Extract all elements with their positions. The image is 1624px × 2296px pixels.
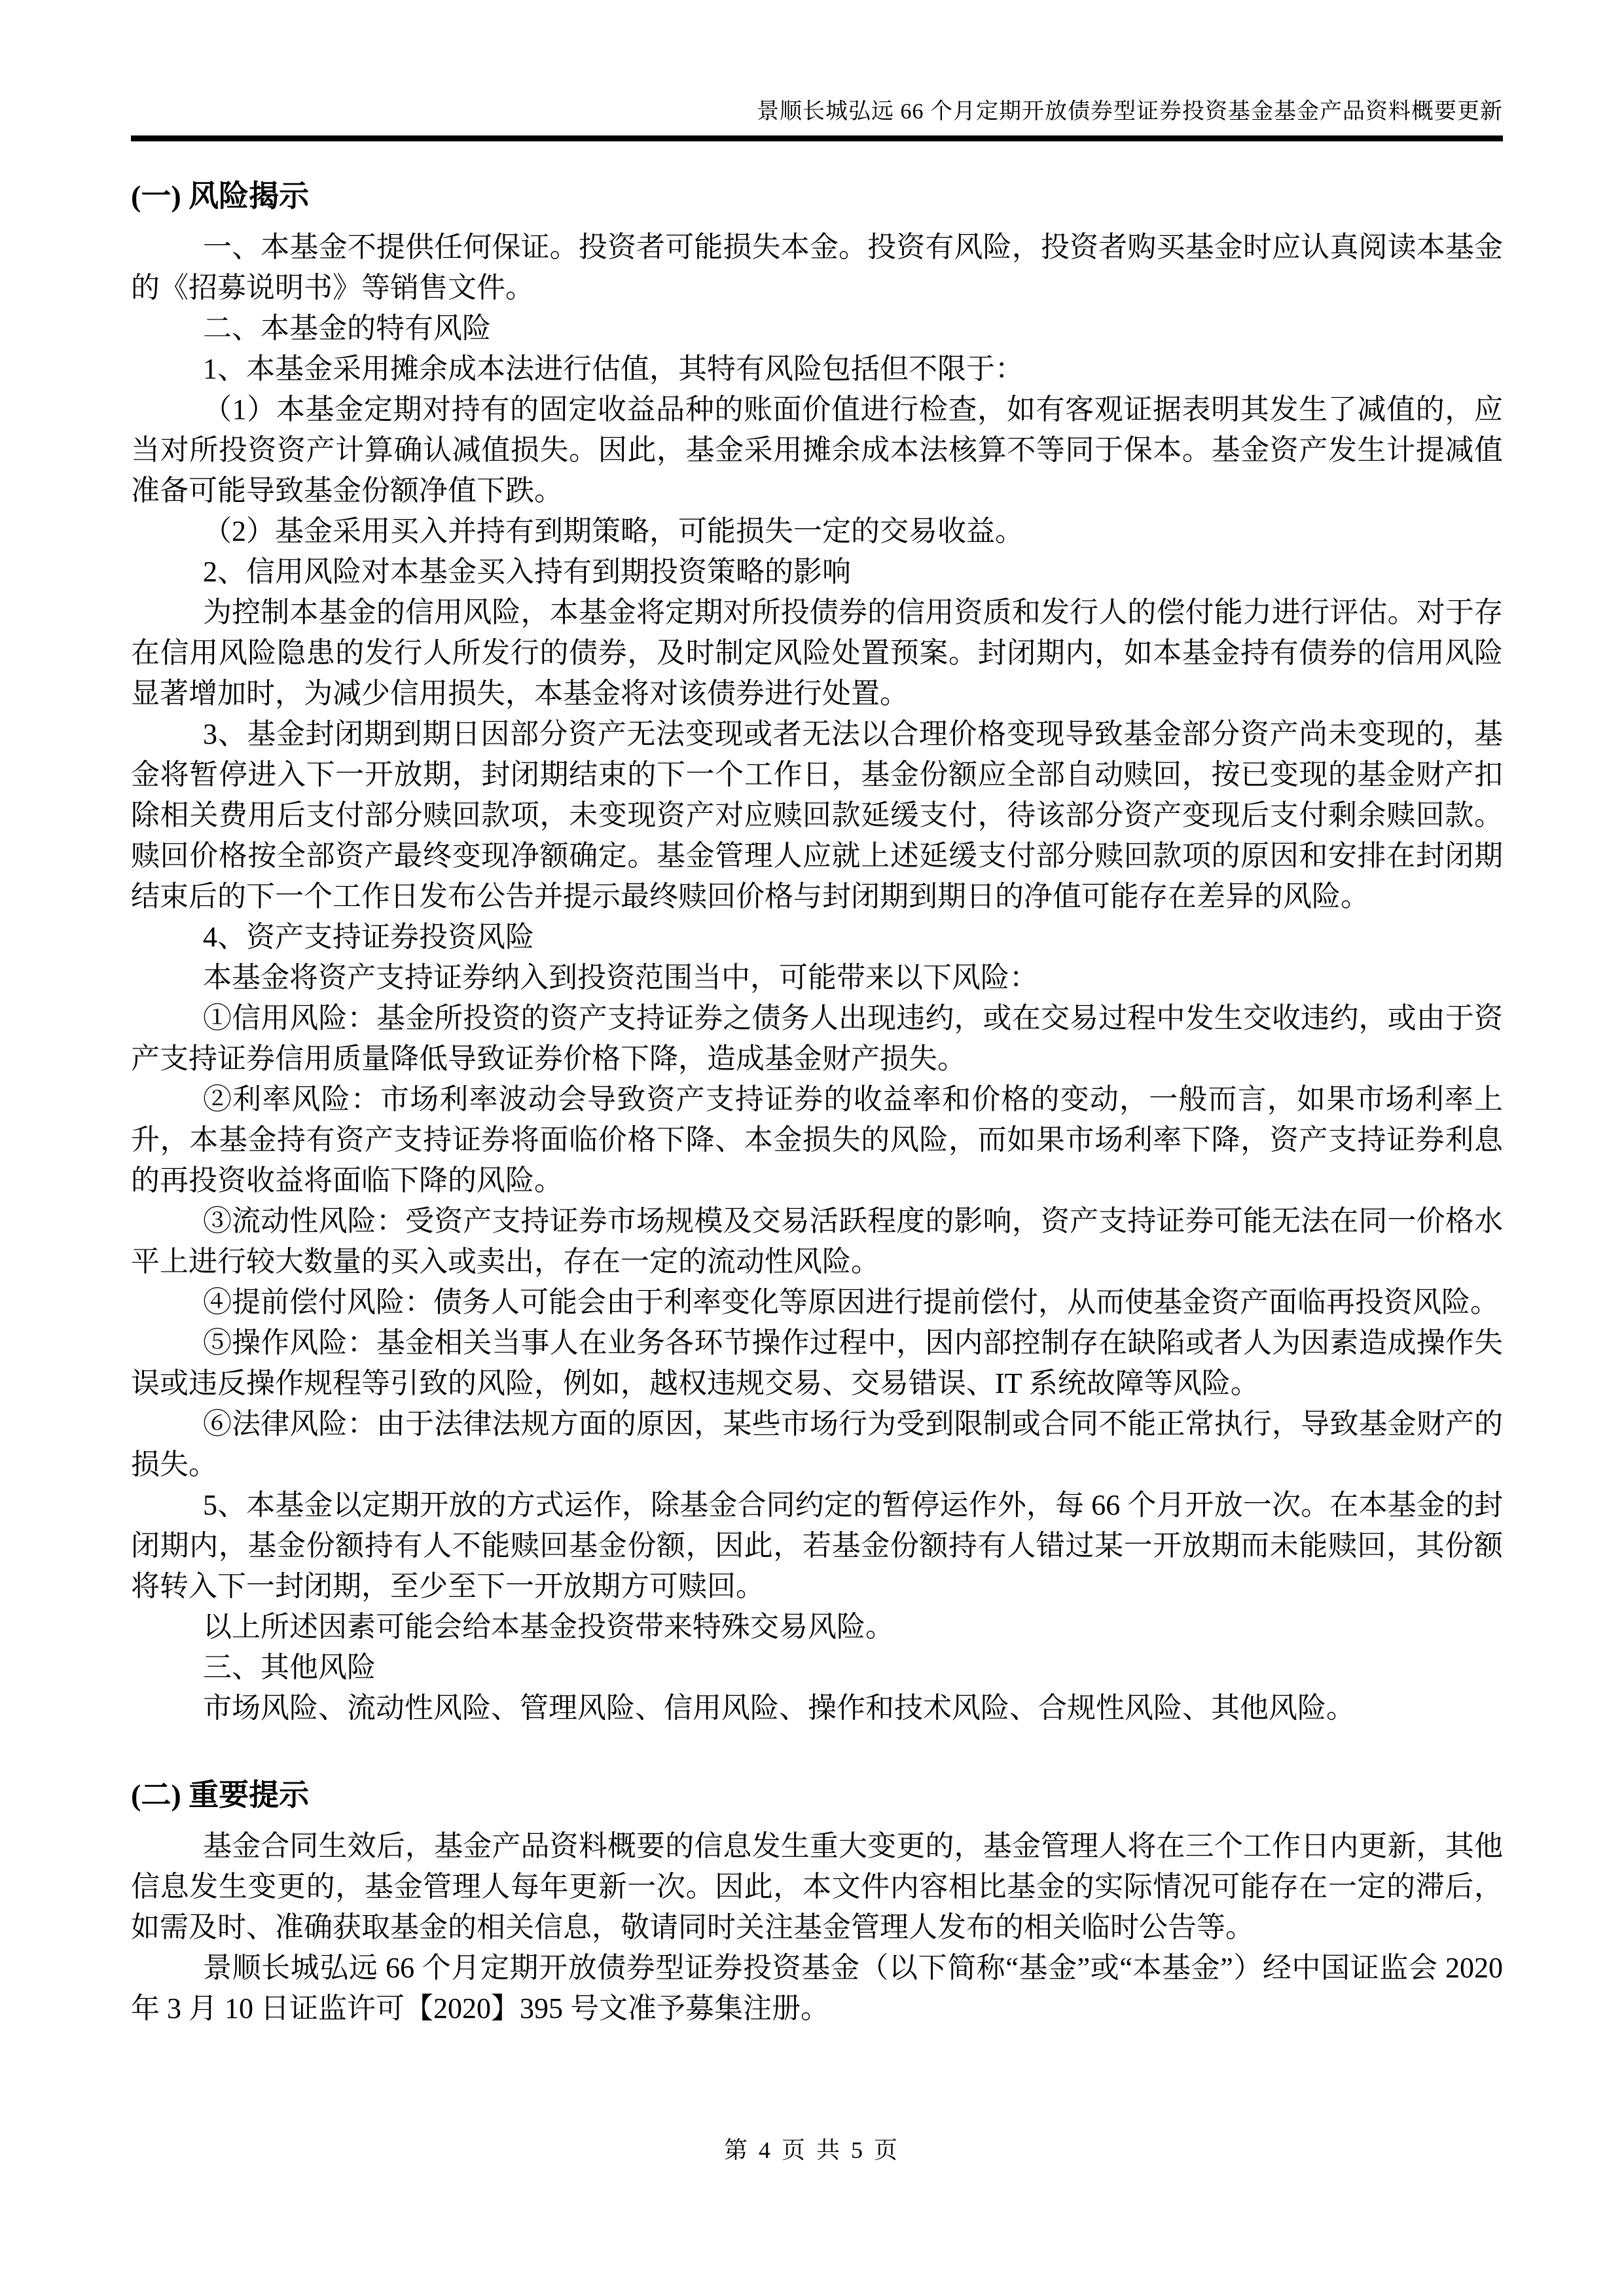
paragraph: 5、本基金以定期开放的方式运作，除基金合同约定的暂停运作外，每 66 个月开放一次。在本基金的封闭期内，基金份额持有人不能赎回基金份额，因此，若基金份额持有人错过某一开放期而未能赎回，其份额将转入下一封闭期，至少至下一开放期方可赎回。 [131,1488,1503,1602]
section-heading-important-notice: (二) 重要提示 [131,1778,310,1812]
paragraph: 三、其他风险 [203,1651,376,1683]
paragraph: （1）本基金定期对持有的固定收益品种的账面价值进行检查，如有客观证据表明其发生了减值的，应当对所投资资产计算确认减值损失。因此，基金采用摊余成本法核算不等同于保本。基金资产发生计提减值准备可能导致基金份额净值下跌。 [131,393,1503,507]
paragraph: 本基金将资产支持证券纳入到投资范围当中，可能带来以下风险： [203,961,1038,994]
paragraph: 景顺长城弘远 66 个月定期开放债券型证券投资基金（以下简称“基金”或“本基金”）经中国证监会 2020 年 3 月 10 日证监许可【2020】395 号文准予募集注册。 [131,1951,1503,2024]
paragraph: ⑥法律风险：由于法律法规方面的原因，某些市场行为受到限制或合同不能正常执行，导致基金财产的损失。 [131,1407,1503,1480]
paragraph: （2）基金采用买入并持有到期策略，可能损失一定的交易收益。 [203,514,1024,547]
header-rule [131,135,1503,141]
paragraph: 以上所述因素可能会给本基金投资带来特殊交易风险。 [203,1610,894,1643]
paragraph: ②利率风险：市场利率波动会导致资产支持证券的收益率和价格的变动，一般而言，如果市场利率上升，本基金持有资产支持证券将面临价格下降、本金损失的风险，而如果市场利率下降，资产支持证券利息的再投资收益将面临下降的风险。 [131,1083,1503,1196]
paragraph: 为控制本基金的信用风险，本基金将定期对所投债券的信用资质和发行人的偿付能力进行评估。对于存在信用风险隐患的发行人所发行的债券，及时制定风险处置预案。封闭期内，如本基金持有债券的信用风险显著增加时，为减少信用损失，本基金将对该债券进行处置。 [131,596,1503,709]
paragraph: 二、本基金的特有风险 [203,312,491,344]
paragraph: ⑤操作风险：基金相关当事人在业务各环节操作过程中，因内部控制存在缺陷或者人为因素造成操作失误或违反操作规程等引致的风险，例如，越权违规交易、交易错误、IT 系统故障等风险。 [131,1326,1503,1399]
section-heading-risk-disclosure: (一) 风险揭示 [131,179,310,213]
paragraph: 3、基金封闭期到期日因部分资产无法变现或者无法以合理价格变现导致基金部分资产尚未变现的，基金将暂停进入下一开放期，封闭期结束的下一个工作日，基金份额应全部自动赎回，按已变现的基金财产扣除相关费用后支付部分赎回款项，未变现资产对应赎回款延缓支付，待该部分资产变现后支付剩余赎回款。赎回价格按全部资产最终变现净额确定。基金管理人应就上述延缓支付部分赎回款项的原因和安排在封闭期结束后的下一个工作日发布公告并提示最终赎回价格与封闭期到期日的净值可能存在差异的风险。 [131,717,1503,912]
paragraph: 4、资产支持证券投资风险 [203,920,534,953]
paragraph: ③流动性风险：受资产支持证券市场规模及交易活跃程度的影响，资产支持证券可能无法在同一价格水平上进行较大数量的买入或卖出，存在一定的流动性风险。 [131,1204,1503,1278]
paragraph: 1、本基金采用摊余成本法进行估值，其特有风险包括但不限于： [203,352,1024,385]
paragraph: 基金合同生效后，基金产品资料概要的信息发生重大变更的，基金管理人将在三个工作日内更新，其他信息发生变更的，基金管理人每年更新一次。因此，本文件内容相比基金的实际情况可能存在一定的滞后，如需及时、准确获取基金的相关信息，敬请同时关注基金管理人发布的相关临时公告等。 [131,1829,1503,1943]
page-footer-page-number: 第 4 页 共 5 页 [723,2137,900,2163]
page-header-title: 景顺长城弘远 66 个月定期开放债券型证券投资基金基金产品资料概要更新 [757,99,1503,124]
paragraph: 市场风险、流动性风险、管理风险、信用风险、操作和技术风险、合规性风险、其他风险。 [203,1691,1355,1724]
paragraph: 2、信用风险对本基金买入持有到期投资策略的影响 [203,555,851,588]
paragraph: ①信用风险：基金所投资的资产支持证券之债务人出现违约，或在交易过程中发生交收违约，或由于资产支持证券信用质量降低导致证券价格下降，造成基金财产损失。 [131,1001,1503,1075]
paragraph: 一、本基金不提供任何保证。投资者可能损失本金。投资有风险，投资者购买基金时应认真阅读本基金的《招募说明书》等销售文件。 [131,230,1503,304]
paragraph: ④提前偿付风险：债务人可能会由于利率变化等原因进行提前偿付，从而使基金资产面临再投资风险。 [203,1285,1499,1318]
